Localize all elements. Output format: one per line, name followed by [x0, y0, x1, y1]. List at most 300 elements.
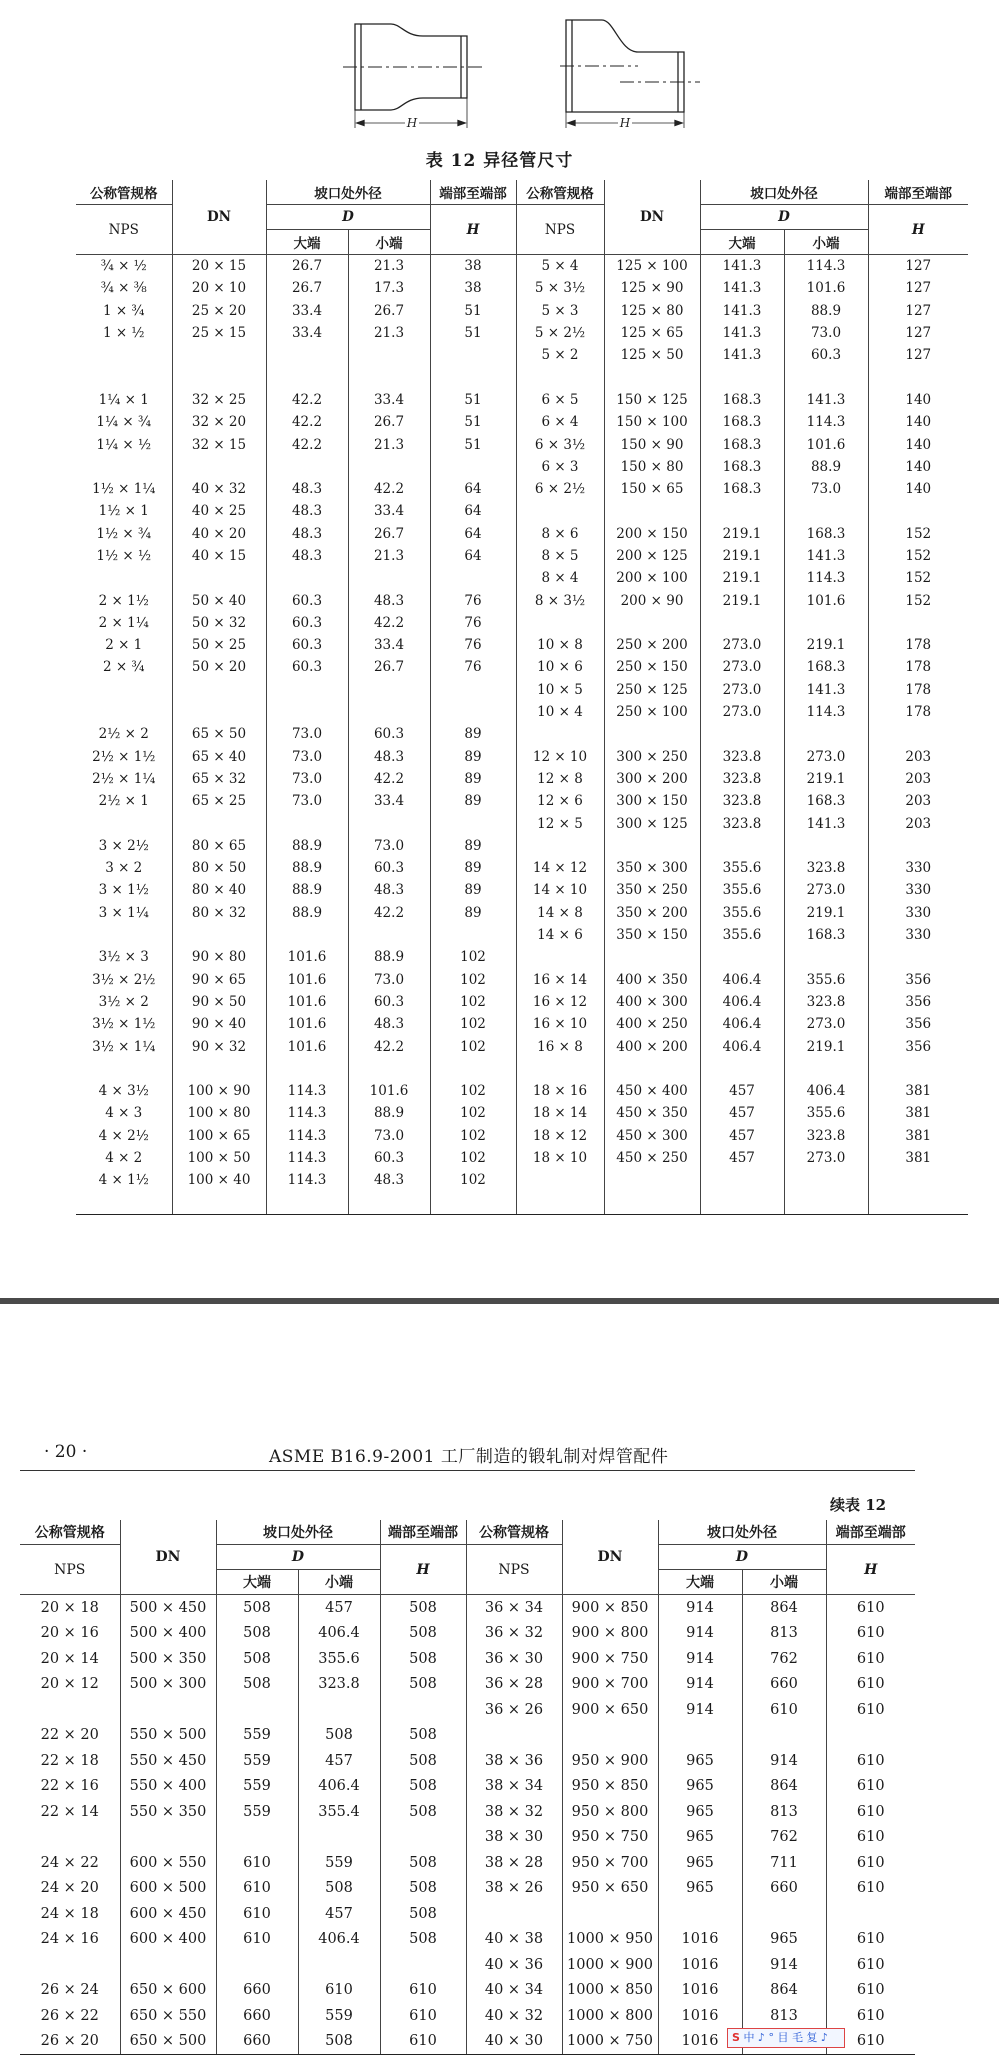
cell-dn: 650 × 550 — [120, 2003, 216, 2029]
cell-od-small-right: 273.0 — [784, 1013, 868, 1035]
cell-od-large — [266, 567, 348, 589]
cell-h-right: 610 — [826, 1952, 915, 1978]
cell-h-right: 140 — [868, 433, 968, 455]
cell-nps-right: 10 × 4 — [516, 701, 604, 723]
cell-dn: 100 × 40 — [172, 1169, 266, 1191]
col-nps-right: NPS — [466, 1545, 562, 1595]
cell-nps-right: 36 × 34 — [466, 1595, 562, 1621]
table-row — [76, 433, 968, 455]
cell-od-small: 26.7 — [348, 523, 430, 545]
cell-h: 102 — [430, 946, 516, 968]
cell-nps-right: 10 × 6 — [516, 656, 604, 678]
cell-h: 610 — [380, 2003, 466, 2029]
cell-h-right: 330 — [868, 879, 968, 901]
cell-od-small: 21.3 — [348, 545, 430, 567]
cell-h: 89 — [430, 723, 516, 745]
cell-h-right: 381 — [868, 1080, 968, 1102]
reducer-dimension-table — [76, 180, 968, 1215]
cell-od-large: 508 — [216, 1646, 298, 1672]
watermark-stamp: S 中 ♪ ° 目 毛 复 ♪ — [727, 2028, 845, 2048]
cell-h-right — [868, 946, 968, 968]
cell-od-large-right — [700, 946, 784, 968]
cell-nps — [76, 344, 172, 366]
cell-nps-right — [516, 612, 604, 634]
cell-od-large-right: 965 — [658, 1799, 742, 1825]
cell-dn — [172, 366, 266, 388]
cell-h: 89 — [430, 857, 516, 879]
cell-od-large: 660 — [216, 1978, 298, 2004]
cell-nps — [76, 567, 172, 589]
cell-nps: 3 × 1¼ — [98, 904, 149, 921]
cell-nps: 3½ × 1¼ — [92, 1038, 156, 1055]
cell-nps: 24 × 20 — [40, 1880, 99, 1897]
cell-h-right: 381 — [868, 1125, 968, 1147]
table-row — [76, 277, 968, 299]
table-row — [76, 300, 968, 322]
cell-h-right: 610 — [826, 2003, 915, 2029]
cell-nps-right: 16 × 14 — [516, 969, 604, 991]
table-row — [76, 1080, 968, 1102]
cell-dn: 80 × 32 — [172, 902, 266, 924]
cell-od-small-right: 610 — [742, 1697, 826, 1723]
col-small: 小端 — [348, 230, 430, 255]
table-row — [76, 612, 968, 634]
cell-dn-right — [604, 612, 700, 634]
table-row — [76, 456, 968, 478]
table-row — [76, 589, 968, 611]
cell-dn-right: 150 × 100 — [604, 411, 700, 433]
cell-od-large-right: 965 — [658, 1876, 742, 1902]
cell-dn-right: 350 × 250 — [604, 879, 700, 901]
cell-h: 89 — [430, 902, 516, 924]
table-row — [76, 478, 968, 500]
cell-od-small: 355.4 — [298, 1799, 380, 1825]
cell-od-small-right: 114.3 — [784, 255, 868, 278]
cell-h-right: 178 — [868, 701, 968, 723]
cell-nps: 3 × 1½ — [98, 882, 149, 899]
cell-dn: 65 × 40 — [172, 746, 266, 768]
cell-od-small: 457 — [298, 1595, 380, 1621]
cell-od-small: 457 — [298, 1901, 380, 1927]
col-od-cn-right: 坡口处外径 — [658, 1520, 826, 1545]
cell-od-large-right: 914 — [658, 1646, 742, 1672]
cell-dn-right: 125 × 90 — [604, 277, 700, 299]
table-row — [76, 902, 968, 924]
table-row — [20, 1876, 915, 1902]
cell-od-small: 21.3 — [348, 322, 430, 344]
cell-dn-right — [604, 723, 700, 745]
cell-od-small: 42.2 — [348, 612, 430, 634]
table-row — [76, 969, 968, 991]
cell-od-small-right: 660 — [742, 1876, 826, 1902]
cell-h-right: 610 — [826, 1799, 915, 1825]
cell-nps-right: 16 × 8 — [516, 1035, 604, 1057]
cell-nps-right — [516, 1191, 604, 1214]
cell-od-large: 508 — [216, 1621, 298, 1647]
cell-nps-right: 6 × 4 — [516, 411, 604, 433]
cell-od-small-right: 219.1 — [784, 1035, 868, 1057]
cell-h-right: 610 — [826, 2029, 915, 2055]
cell-od-large: 42.2 — [266, 389, 348, 411]
cell-nps — [76, 366, 172, 388]
cell-h-right: 127 — [868, 300, 968, 322]
cell-od-large-right: 141.3 — [700, 322, 784, 344]
cell-od-small: 508 — [298, 1876, 380, 1902]
cell-nps-right: 40 × 30 — [466, 2029, 562, 2055]
cell-h-right — [868, 500, 968, 522]
cell-od-small-right — [784, 835, 868, 857]
cell-od-small: 48.3 — [348, 879, 430, 901]
cell-nps-right: 14 × 6 — [516, 924, 604, 946]
cell-od-small-right: 168.3 — [784, 656, 868, 678]
cell-od-small — [348, 456, 430, 478]
cell-h-right — [868, 1169, 968, 1191]
cell-h: 64 — [430, 478, 516, 500]
cell-h: 64 — [430, 523, 516, 545]
cell-dn-right: 350 × 200 — [604, 902, 700, 924]
table-row — [76, 322, 968, 344]
cell-od-large-right: 323.8 — [700, 746, 784, 768]
cell-od-large-right: 168.3 — [700, 389, 784, 411]
cell-dn — [172, 344, 266, 366]
cell-nps-right: 5 × 3½ — [516, 277, 604, 299]
cell-od-large: 114.3 — [266, 1080, 348, 1102]
cell-h: 508 — [380, 1621, 466, 1647]
table-row — [20, 1927, 915, 1953]
table-row — [76, 991, 968, 1013]
cell-od-large-right: 965 — [658, 1825, 742, 1851]
cell-od-large: 33.4 — [266, 300, 348, 322]
cell-dn-right — [604, 1191, 700, 1214]
table-row — [20, 1595, 915, 1621]
col-od-cn: 坡口处外径 — [266, 180, 430, 205]
cell-od-small — [348, 366, 430, 388]
cell-h — [430, 679, 516, 701]
cell-od-small-right: 101.6 — [784, 277, 868, 299]
cell-dn-right: 400 × 200 — [604, 1035, 700, 1057]
cell-od-large-right — [700, 500, 784, 522]
cell-nps: 22 × 16 — [40, 1778, 99, 1795]
cell-nps-right: 38 × 34 — [466, 1774, 562, 1800]
cell-od-large: 48.3 — [266, 478, 348, 500]
cell-od-small-right: 168.3 — [784, 924, 868, 946]
cell-h-right: 140 — [868, 478, 968, 500]
cell-h — [430, 567, 516, 589]
cell-h: 51 — [430, 300, 516, 322]
cell-nps: 1¼ × ½ — [96, 436, 152, 453]
cell-nps: 2 × 1½ — [98, 592, 149, 609]
cell-od-large-right: 965 — [658, 1774, 742, 1800]
cell-nps-right: 5 × 3 — [516, 300, 604, 322]
cell-dn-right: 250 × 125 — [604, 679, 700, 701]
cell-nps-right: 6 × 5 — [516, 389, 604, 411]
cell-h: 76 — [430, 612, 516, 634]
cell-nps-right: 16 × 10 — [516, 1013, 604, 1035]
cell-dn-right: 950 × 850 — [562, 1774, 658, 1800]
cell-od-small-right: 141.3 — [784, 545, 868, 567]
cell-dn-right: 300 × 150 — [604, 790, 700, 812]
cell-dn — [172, 812, 266, 834]
cell-od-small-right: 273.0 — [784, 746, 868, 768]
cell-od-large: 610 — [216, 1850, 298, 1876]
cell-od-large-right: 914 — [658, 1672, 742, 1698]
cell-od-small-right: 711 — [742, 1850, 826, 1876]
cell-nps-right: 18 × 16 — [516, 1080, 604, 1102]
cell-nps: 3½ × 2½ — [92, 971, 156, 988]
cell-nps-right — [466, 1901, 562, 1927]
cell-nps-right: 18 × 14 — [516, 1102, 604, 1124]
table-row — [76, 723, 968, 745]
cell-od-small: 559 — [298, 2003, 380, 2029]
cell-od-large — [266, 456, 348, 478]
table-row — [76, 656, 968, 678]
cell-nps: 24 × 18 — [40, 1905, 99, 1922]
cell-od-large — [266, 1191, 348, 1214]
cell-nps: 3½ × 3 — [98, 949, 149, 966]
cell-od-large-right: 406.4 — [700, 991, 784, 1013]
table-row — [20, 1774, 915, 1800]
cell-nps: 2½ × 2 — [98, 726, 149, 743]
cell-dn: 90 × 32 — [172, 1035, 266, 1057]
cell-dn: 50 × 32 — [172, 612, 266, 634]
cell-od-large — [266, 924, 348, 946]
cell-dn — [120, 1825, 216, 1851]
cell-dn: 500 × 400 — [120, 1621, 216, 1647]
cell-nps — [76, 924, 172, 946]
cell-h-right: 203 — [868, 812, 968, 834]
cell-od-small: 73.0 — [348, 969, 430, 991]
cell-od-small-right — [784, 946, 868, 968]
cell-nps-right: 8 × 5 — [516, 545, 604, 567]
table-row — [76, 255, 968, 278]
cell-dn-right — [604, 500, 700, 522]
cell-od-small: 60.3 — [348, 1147, 430, 1169]
table-body — [76, 255, 968, 1215]
stamp-text: 中 ♪ ° 目 毛 复 ♪ — [743, 2031, 828, 2044]
cell-dn: 90 × 65 — [172, 969, 266, 991]
cell-od-large-right: 457 — [700, 1080, 784, 1102]
cell-dn: 550 × 500 — [120, 1723, 216, 1749]
cell-od-small: 33.4 — [348, 790, 430, 812]
cell-dn: 500 × 350 — [120, 1646, 216, 1672]
table-header — [76, 180, 968, 255]
cell-od-small-right — [784, 1058, 868, 1080]
cell-h-right: 610 — [826, 1672, 915, 1698]
cell-od-large-right: 219.1 — [700, 545, 784, 567]
cell-od-large-right: 323.8 — [700, 812, 784, 834]
cell-nps: 4 × 3½ — [98, 1083, 149, 1100]
cell-od-small-right: 168.3 — [784, 523, 868, 545]
cell-od-large: 610 — [216, 1876, 298, 1902]
cell-nps: 2½ × 1½ — [92, 748, 156, 765]
cell-h — [380, 1952, 466, 1978]
cell-dn-right: 900 × 750 — [562, 1646, 658, 1672]
cell-od-large-right: 141.3 — [700, 277, 784, 299]
cell-nps-right — [516, 366, 604, 388]
cell-od-large: 101.6 — [266, 1013, 348, 1035]
cell-h-right: 178 — [868, 656, 968, 678]
cell-od-small-right: 88.9 — [784, 456, 868, 478]
cell-nps — [76, 701, 172, 723]
page-separator — [0, 1298, 999, 1304]
cell-od-large: 73.0 — [266, 746, 348, 768]
cell-dn-right: 950 × 800 — [562, 1799, 658, 1825]
cell-nps: 2 × 1¼ — [98, 614, 149, 631]
svg-text:H: H — [619, 116, 631, 130]
cell-dn: 100 × 65 — [172, 1125, 266, 1147]
cell-nps-right: 14 × 12 — [516, 857, 604, 879]
cell-od-small: 33.4 — [348, 500, 430, 522]
cell-od-small-right: 965 — [742, 1927, 826, 1953]
cell-h: 76 — [430, 656, 516, 678]
cell-h: 102 — [430, 1147, 516, 1169]
cell-od-small: 73.0 — [348, 1125, 430, 1147]
table-row — [20, 1621, 915, 1647]
cell-od-small — [348, 344, 430, 366]
cell-h-right: 178 — [868, 634, 968, 656]
cell-od-small-right: 355.6 — [784, 1102, 868, 1124]
col-small-right: 小端 — [742, 1570, 826, 1595]
cell-od-small-right: 813 — [742, 2003, 826, 2029]
cell-h-right — [868, 612, 968, 634]
cell-nps-right: 40 × 34 — [466, 1978, 562, 2004]
cell-od-large: 114.3 — [266, 1169, 348, 1191]
cell-dn-right: 900 × 650 — [562, 1697, 658, 1723]
cell-od-small: 508 — [298, 1723, 380, 1749]
col-nps: NPS — [76, 205, 172, 255]
cell-od-small: 26.7 — [348, 656, 430, 678]
cell-od-large: 101.6 — [266, 946, 348, 968]
cell-od-large-right: 323.8 — [700, 768, 784, 790]
table-row — [76, 924, 968, 946]
col-large: 大端 — [216, 1570, 298, 1595]
col-nps-right: NPS — [516, 205, 604, 255]
cell-od-small: 559 — [298, 1850, 380, 1876]
cell-h: 76 — [430, 634, 516, 656]
cell-od-large: 114.3 — [266, 1125, 348, 1147]
cell-od-small — [348, 701, 430, 723]
cell-h-right: 152 — [868, 567, 968, 589]
cell-h — [430, 1058, 516, 1080]
table-row — [20, 1825, 915, 1851]
cell-h: 102 — [430, 1035, 516, 1057]
cell-od-small: 355.6 — [298, 1646, 380, 1672]
cell-od-large-right: 273.0 — [700, 656, 784, 678]
cell-od-small: 101.6 — [348, 1080, 430, 1102]
cell-dn-right: 1000 × 950 — [562, 1927, 658, 1953]
cell-dn-right: 200 × 125 — [604, 545, 700, 567]
table-row — [76, 500, 968, 522]
cell-dn-right: 150 × 65 — [604, 478, 700, 500]
cell-od-small: 26.7 — [348, 411, 430, 433]
cell-od-small-right: 914 — [742, 1952, 826, 1978]
cell-h-right: 127 — [868, 322, 968, 344]
cell-od-small: 88.9 — [348, 946, 430, 968]
cell-od-small-right: 141.3 — [784, 679, 868, 701]
cell-nps: 4 × 2½ — [98, 1127, 149, 1144]
col-od-cn: 坡口处外径 — [216, 1520, 380, 1545]
cell-dn: 100 × 50 — [172, 1147, 266, 1169]
cell-od-small: 60.3 — [348, 857, 430, 879]
cell-dn-right: 200 × 100 — [604, 567, 700, 589]
continued-label: 续表 12 — [830, 1496, 887, 1514]
cell-h: 38 — [430, 277, 516, 299]
cell-h-right: 140 — [868, 456, 968, 478]
cell-nps-right: 8 × 3½ — [516, 589, 604, 611]
cell-h: 64 — [430, 500, 516, 522]
cell-nps — [76, 812, 172, 834]
cell-nps — [20, 1952, 120, 1978]
cell-od-large: 101.6 — [266, 1035, 348, 1057]
col-dn: DN — [172, 180, 266, 255]
cell-dn — [120, 1952, 216, 1978]
cell-od-large-right: 219.1 — [700, 567, 784, 589]
cell-nps-right: 6 × 2½ — [516, 478, 604, 500]
cell-od-small-right: 60.3 — [784, 344, 868, 366]
cell-dn-right: 450 × 250 — [604, 1147, 700, 1169]
running-title: ASME B16.9-2001 工厂制造的锻轧制对焊管配件 — [269, 1447, 669, 1467]
cell-h-right: 152 — [868, 589, 968, 611]
table-row — [20, 1723, 915, 1749]
cell-h-right — [868, 1058, 968, 1080]
cell-od-large-right: 323.8 — [700, 790, 784, 812]
cell-od-large-right: 914 — [658, 1697, 742, 1723]
cell-h: 508 — [380, 1901, 466, 1927]
cell-od-large — [216, 1697, 298, 1723]
cell-dn: 600 × 550 — [120, 1850, 216, 1876]
cell-nps-right: 12 × 6 — [516, 790, 604, 812]
cell-od-small-right: 114.3 — [784, 411, 868, 433]
cell-od-large: 88.9 — [266, 902, 348, 924]
cell-nps: 2½ × 1 — [98, 793, 149, 810]
cell-h: 508 — [380, 1646, 466, 1672]
table-row — [76, 523, 968, 545]
cell-od-large: 114.3 — [266, 1147, 348, 1169]
cell-dn: 100 × 80 — [172, 1102, 266, 1124]
cell-dn-right: 350 × 300 — [604, 857, 700, 879]
cell-nps-right — [466, 1723, 562, 1749]
cell-dn: 600 × 450 — [120, 1901, 216, 1927]
cell-nps: ¾ × ⅜ — [100, 280, 147, 297]
cell-nps-right: 16 × 12 — [516, 991, 604, 1013]
col-small: 小端 — [298, 1570, 380, 1595]
cell-dn-right — [604, 946, 700, 968]
cell-nps-right: 18 × 12 — [516, 1125, 604, 1147]
cell-dn-right: 125 × 80 — [604, 300, 700, 322]
cell-h: 508 — [380, 1723, 466, 1749]
cell-od-small-right: 168.3 — [784, 790, 868, 812]
cell-od-small: 457 — [298, 1748, 380, 1774]
cell-dn-right: 300 × 125 — [604, 812, 700, 834]
cell-nps-right: 5 × 2½ — [516, 322, 604, 344]
cell-od-small: 42.2 — [348, 478, 430, 500]
cell-nps: 1½ × ¾ — [96, 525, 152, 542]
cell-h-right: 152 — [868, 523, 968, 545]
cell-od-large-right: 219.1 — [700, 523, 784, 545]
cell-h: 508 — [380, 1927, 466, 1953]
cell-dn-right: 200 × 150 — [604, 523, 700, 545]
cell-od-small: 48.3 — [348, 1169, 430, 1191]
cell-od-small — [298, 1952, 380, 1978]
cell-nps — [76, 1191, 172, 1214]
cell-od-large: 559 — [216, 1799, 298, 1825]
cell-od-large: 508 — [216, 1595, 298, 1621]
cell-od-large: 101.6 — [266, 969, 348, 991]
cell-od-large-right — [700, 835, 784, 857]
cell-nps: 26 × 22 — [40, 2007, 99, 2024]
cell-dn: 40 × 25 — [172, 500, 266, 522]
cell-od-large-right — [700, 1191, 784, 1214]
